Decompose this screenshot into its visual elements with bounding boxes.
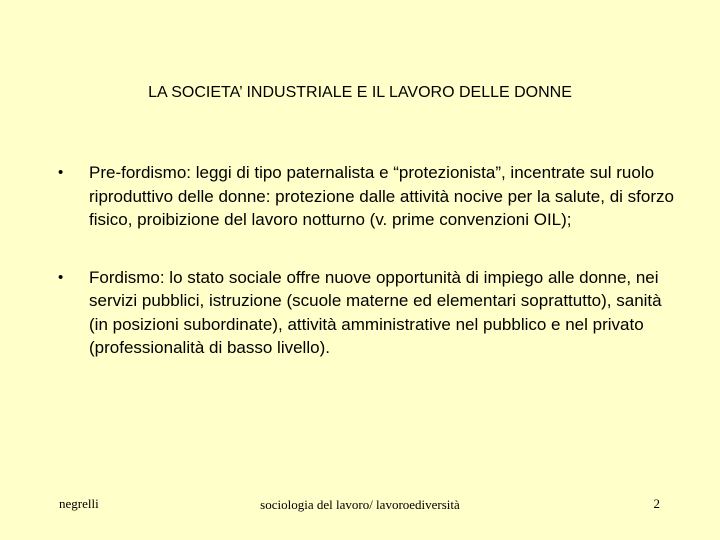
footer-course: sociologia del lavoro/ lavoroediversità <box>260 497 460 512</box>
bullet-text: Fordismo: lo stato sociale offre nuove opportunità di impiego alle donne, nei servizi pubblici, istruzione (scuole materne ed elementari soprattutto), sanità (in posizioni subordinate), attività amministrative nel pubblico e nel privato (professionalità di basso livello). <box>89 267 662 357</box>
page-number: 2 <box>653 496 660 511</box>
bullet-marker: • <box>58 164 64 181</box>
bullet-text: Pre-fordismo: leggi di tipo paternalista e “protezionista”, incentrate sul ruolo riproduttivo delle donne: protezione dalle attività nocive per la salute, di sforzo fisico, proibizione del lavoro notturno (v. prime convenzioni OIL); <box>89 163 674 229</box>
footer-author: negrelli <box>59 496 99 511</box>
slide-title: LA SOCIETA’ INDUSTRIALE E IL LAVORO DELLE DONNE <box>148 84 572 101</box>
bullet-item-pre-fordismo <box>58 161 678 232</box>
bullet-item-fordismo <box>58 266 678 360</box>
bullet-list <box>58 161 678 394</box>
bullet-marker: • <box>58 268 64 286</box>
